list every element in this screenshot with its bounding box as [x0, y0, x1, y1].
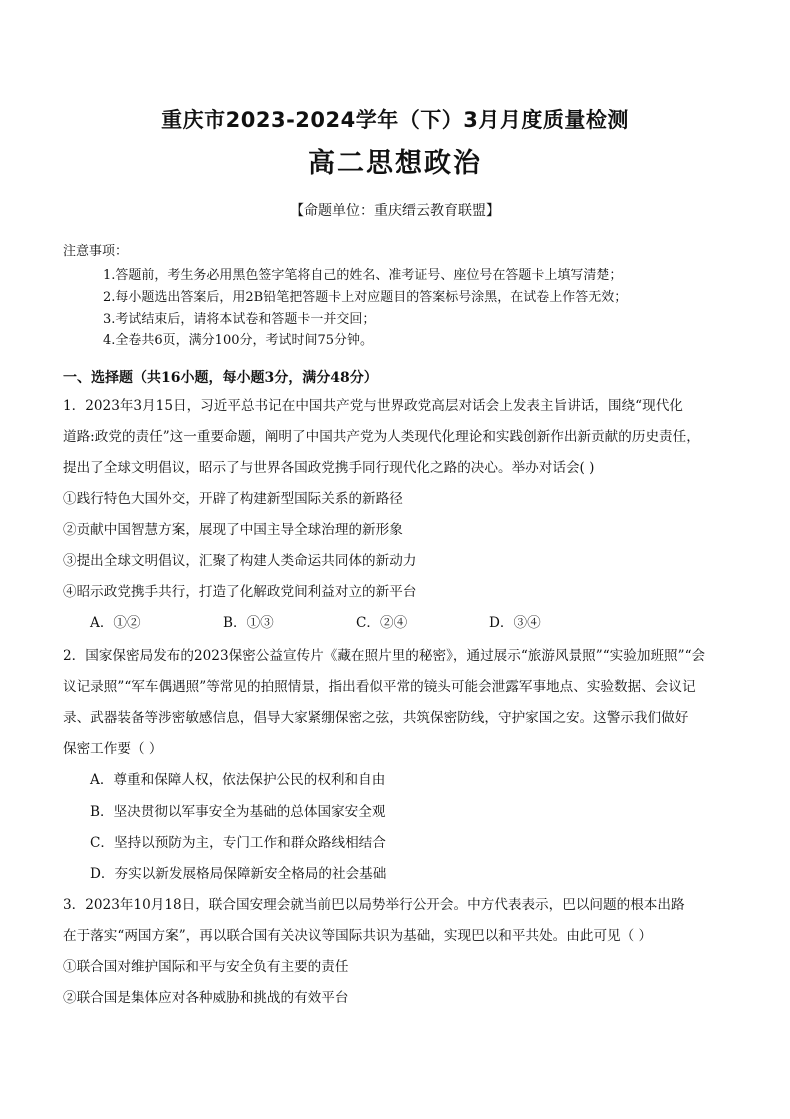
notice-item: 4.全卷共6页，满分100分，考试时间75分钟。 — [103, 333, 374, 348]
q2-option-a: A．尊重和保障人权，依法保护公民的权利和自由 — [90, 772, 386, 788]
section-title: 一、选择题（共16小题，每小题3分，满分48分） — [63, 370, 378, 386]
q1-statement: ③提出全球文明倡议，汇聚了构建人类命运共同体的新动力 — [63, 553, 417, 569]
q1-statement: ④昭示政党携手共行，打造了化解政党间利益对立的新平台 — [63, 584, 417, 600]
q1-choice-d: D．③④ — [489, 615, 541, 631]
q3-statement: ②联合国是集体应对各种威胁和挑战的有效平台 — [63, 990, 349, 1006]
q1-choice-c: C．②④ — [356, 615, 408, 631]
notice-item: 1.答题前，考生务必用黑色签字笔将自己的姓名、准考证号、座位号在答题卡上填写清楚； — [103, 268, 623, 283]
q2-option-d: D．夯实以新发展格局保障新安全格局的社会基础 — [90, 866, 387, 882]
q3-stem-line: 3．2023年10月18日，联合国安理会就当前巴以局势举行公开会。中方代表表示，巴以问题的根本出路 — [63, 897, 685, 913]
q3-statement: ①联合国对维护国际和平与安全负有主要的责任 — [63, 959, 349, 975]
q1-choices — [90, 611, 622, 631]
q3-stem-line: 在于落实“两国方案”，再以联合国有关决议等国际共识为基础，实现巴以和平共处。由此可见（ ） — [63, 928, 653, 944]
q2-stem-line: 保密工作要（ ） — [63, 741, 163, 757]
q2-stem-line: 录、武器装备等涉密敏感信息，倡导大家紧绷保密之弦，共筑保密防线，守护家国之安。这警示我们做好 — [63, 710, 689, 726]
notice-item: 2.每小题选出答案后，用2B铅笔把答题卡上对应题目的答案标号涂黑，在试卷上作答无效； — [103, 290, 628, 305]
q1-choice-b: B．①③ — [223, 615, 274, 631]
subject-title: 高二思想政治 — [308, 148, 482, 179]
q2-stem-line: 2．国家保密局发布的2023保密公益宣传片《藏在照片里的秘密》，通过展示“旅游风景照”“实验加班照”“会 — [63, 648, 706, 664]
notice-item: 3.考试结束后，请将本试卷和答题卡一并交回； — [103, 312, 376, 327]
notice-heading: 注意事项： — [63, 244, 129, 259]
q2-stem-line: 议记录照”“军车偶遇照”等常见的拍照情景，指出看似平常的镜头可能会泄露军事地点、实验数据、会议记 — [63, 679, 696, 695]
exam-title: 重庆市2023-2024学年（下）3月月度质量检测 — [161, 108, 629, 132]
q2-option-c: C．坚持以预防为主，专门工作和群众路线相结合 — [90, 835, 386, 851]
q1-stem-line: 提出了全球文明倡议，昭示了与世界各国政党携手同行现代化之路的决心。举办对话会( ) — [63, 460, 595, 476]
q1-statement: ②贡献中国智慧方案，展现了中国主导全球治理的新形象 — [63, 522, 403, 538]
q1-choice-a: A．①② — [90, 615, 141, 631]
q1-stem-line: 道路:政党的责任”这一重要命题，阐明了中国共产党为人类现代化理论和实践创新作出新贡献的历史责任， — [63, 429, 700, 445]
q1-statement: ①践行特色大国外交，开辟了构建新型国际关系的新路径 — [63, 491, 403, 507]
q2-option-b: B．坚决贯彻以军事安全为基础的总体国家安全观 — [90, 804, 386, 820]
q1-stem-line: 1．2023年3月15日，习近平总书记在中国共产党与世界政党高层对话会上发表主旨讲话，围绕“现代化 — [63, 398, 683, 414]
issuing-unit: 【命题单位：重庆缙云教育联盟】 — [290, 203, 500, 219]
